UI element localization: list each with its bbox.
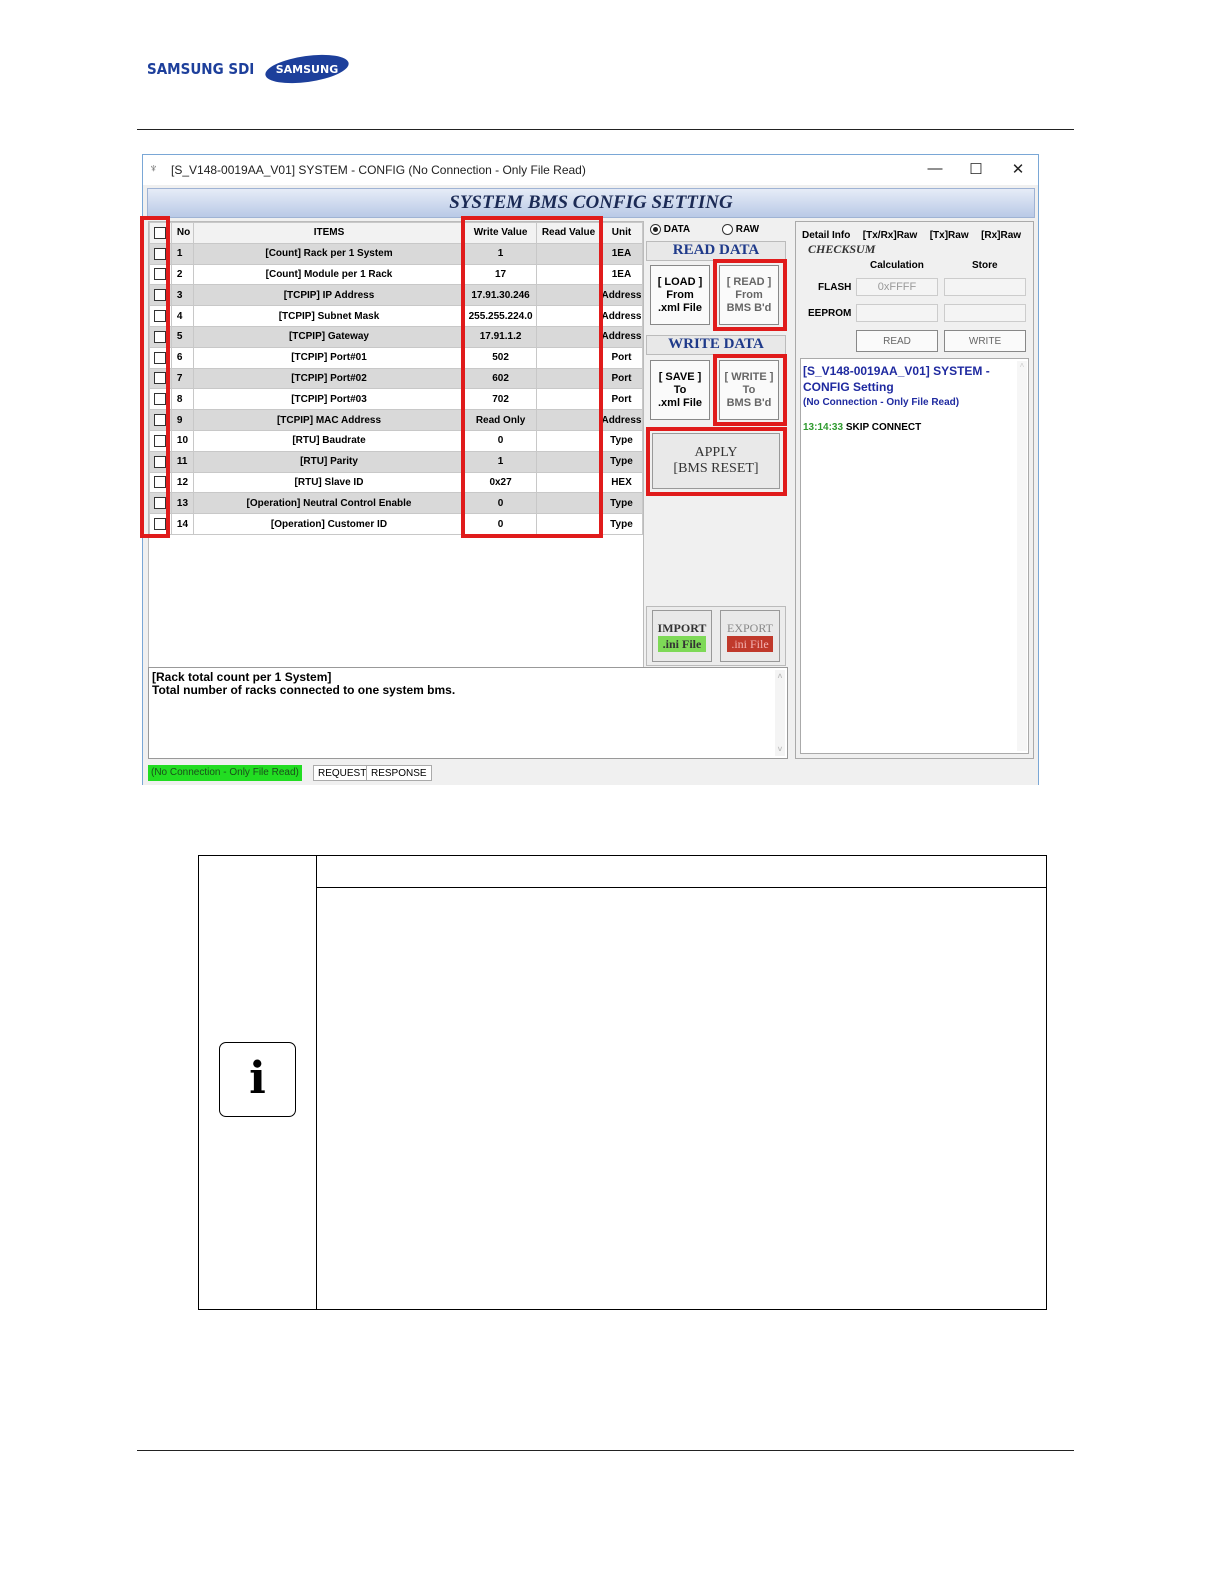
row-unit: Type [600,493,642,514]
apply-highlight [646,427,787,496]
row-item: [TCPIP] Subnet Mask [193,306,464,327]
connection-status: (No Connection - Only File Read) [148,765,302,781]
samsung-sdi-logo: SAMSUNG SDI [147,60,255,78]
row-unit: Address [600,306,642,327]
description-title: [Rack total count per 1 System] [152,670,332,684]
log-entry [803,422,921,433]
write-btn-line3: BMS B'd [726,396,772,409]
flash-store-field [944,278,1026,296]
eeprom-calc-field [856,304,938,322]
log-title [803,363,1013,395]
apply-btn-line2: [BMS RESET] [673,461,759,476]
row-no: 11 [171,451,193,472]
row-item: [Operation] Neutral Control Enable [193,493,464,514]
load-btn-line1: [ LOAD ] [657,275,703,288]
read-btn-line1: [ READ ] [726,275,772,288]
row-write-value[interactable]: 17.91.30.246 [465,285,537,306]
row-item: [TCPIP] MAC Address [193,410,464,431]
header-unit: Unit [600,223,642,244]
row-write-value[interactable]: 0 [465,430,537,451]
header-rule [137,129,1074,130]
detail-panel [795,221,1034,759]
samsung-logo [264,54,350,84]
write-btn-line2: To [742,383,756,396]
radio-raw-label: RAW [735,224,760,236]
row-write-value[interactable]: 0x27 [465,472,537,493]
radio-data[interactable] [650,224,690,235]
log-message: SKIP CONNECT [845,422,922,433]
row-unit: Address [600,326,642,347]
detail-tabs [802,225,1030,243]
load-btn-line2: From [666,288,694,301]
read-btn-line2: From [735,288,763,301]
write-btn-line1: [ WRITE ] [724,370,774,383]
footer-rule [137,1450,1074,1451]
row-unit: Type [600,514,642,535]
row-write-value[interactable]: 702 [465,389,537,410]
row-no: 4 [171,306,193,327]
header-write: Write Value [465,223,537,244]
checkbox-column-highlight [140,216,170,538]
row-item: [TCPIP] Port#01 [193,347,464,368]
svg-text:SAMSUNG: SAMSUNG [275,63,339,76]
config-window [142,154,1039,785]
row-no: 7 [171,368,193,389]
row-unit: Address [600,410,642,431]
row-no: 2 [171,264,193,285]
row-no: 9 [171,410,193,431]
read-data-title: READ DATA [646,241,786,261]
export-btn-line1: EXPORT [727,621,773,635]
row-item: [RTU] Parity [193,451,464,472]
import-btn-line2: .ini File [658,636,707,652]
save-btn-line1: [ SAVE ] [658,370,702,383]
info-header-divider [317,887,1046,888]
info-icon: i [219,1042,296,1117]
title-bar [143,155,1038,185]
row-write-value[interactable]: 255.255.224.0 [465,306,537,327]
info-column-divider [316,856,317,1309]
load-btn-line3: .xml File [657,301,702,314]
row-item: [RTU] Baudrate [193,430,464,451]
row-unit: Port [600,368,642,389]
row-no: 13 [171,493,193,514]
tab-rx-raw[interactable]: [Rx]Raw [981,230,1022,241]
row-unit: Port [600,347,642,368]
log-subtitle: (No Connection - Only File Read) [803,397,960,408]
read-bms-highlight [713,259,787,331]
row-no: 12 [171,472,193,493]
checksum-col-store: Store [972,260,998,271]
row-no: 6 [171,347,193,368]
row-item: [TCPIP] Port#03 [193,389,464,410]
scroll-down-icon[interactable]: ˅ [777,745,783,754]
radio-raw[interactable] [722,224,759,235]
log-title-line2: CONFIG Setting [803,380,894,394]
flash-calc-field: 0xFFFF [856,278,938,296]
export-ini-button[interactable] [720,610,780,662]
row-unit: Type [600,430,642,451]
export-btn-line2: .ini File [727,636,773,652]
log-title-line1: [S_V148-0019AA_V01] SYSTEM - [803,364,990,378]
row-no: 10 [171,430,193,451]
eeprom-store-field [944,304,1026,322]
radio-data-icon[interactable] [650,224,661,235]
write-bms-highlight [713,354,787,426]
item-description [148,667,788,759]
row-write-value[interactable]: 17 [465,264,537,285]
log-scrollbar[interactable]: ˄ [1017,361,1027,751]
row-unit: 1EA [600,264,642,285]
banner-title: SYSTEM BMS CONFIG SETTING [449,192,733,213]
description-body: Total number of racks connected to one system bms. [152,683,456,697]
radio-raw-icon[interactable] [722,224,733,235]
read-btn-line3: BMS B'd [726,301,772,314]
import-ini-button[interactable] [652,610,712,662]
row-write-value[interactable]: 1 [465,451,537,472]
header-items: ITEMS [193,223,464,244]
log-time: 13:14:33 [803,422,844,433]
row-no: 14 [171,514,193,535]
row-no: 1 [171,243,193,264]
row-write-value[interactable]: 602 [465,368,537,389]
row-item: [TCPIP] Port#02 [193,368,464,389]
checksum-read-button[interactable]: READ [856,330,938,352]
eeprom-label: EEPROM [808,308,852,319]
row-no: 5 [171,326,193,347]
row-write-value[interactable]: 1 [465,243,537,264]
tab-tx-raw[interactable]: [Tx]Raw [929,230,969,241]
close-icon[interactable]: ✕ [1011,161,1025,178]
row-item: [TCPIP] Gateway [193,326,464,347]
save-btn-line3: .xml File [657,396,703,409]
write-data-title: WRITE DATA [646,335,786,355]
row-item: [TCPIP] IP Address [193,285,464,306]
row-no: 8 [171,389,193,410]
info-note-table [198,855,1047,1310]
radio-data-label: DATA [663,224,691,236]
maximize-icon[interactable]: ☐ [969,161,983,178]
row-unit: Port [600,389,642,410]
value-columns-highlight [461,216,603,538]
response-indicator: RESPONSE [366,765,432,781]
checksum-write-button[interactable]: WRITE [944,330,1026,352]
save-xml-button[interactable] [650,360,710,420]
description-scrollbar[interactable] [775,670,785,756]
app-icon: ♆ [149,161,158,175]
row-unit: 1EA [600,243,642,264]
status-bar [143,763,1038,785]
checksum-col-calc: Calculation [870,260,924,271]
row-unit: Address [600,285,642,306]
action-panel [646,221,788,665]
tab-detail-info[interactable]: Detail Info [802,230,851,241]
banner [147,188,1035,218]
row-unit: HEX [600,472,642,493]
scroll-up-icon[interactable]: ˄ [777,672,783,681]
row-write-value[interactable]: 502 [465,347,537,368]
window-title: [S_V148-0019AA_V01] SYSTEM - CONFIG (No Connection - Only File Read) [171,163,586,177]
row-write-value[interactable]: Read Only [465,410,537,431]
flash-label: FLASH [818,282,852,293]
row-item: [Operation] Customer ID [193,514,464,535]
row-unit: Type [600,451,642,472]
row-write-value[interactable]: 0 [465,493,537,514]
tab-txrx-raw[interactable]: [Tx/Rx]Raw [862,230,918,241]
save-btn-line2: To [673,383,687,396]
apply-btn-line1: APPLY [694,445,738,460]
row-write-value[interactable]: 0 [465,514,537,535]
row-no: 3 [171,285,193,306]
header-no: No [171,223,193,244]
row-write-value[interactable]: 17.91.1.2 [465,326,537,347]
import-btn-line1: IMPORT [657,621,707,635]
request-indicator: REQUEST [313,765,371,781]
row-item: [RTU] Slave ID [193,472,464,493]
log-box [800,358,1029,754]
header-read: Read Value [537,223,601,244]
checksum-title: CHECKSUM [808,242,876,256]
row-item: [Count] Rack per 1 System [193,243,464,264]
minimize-icon[interactable]: — [927,160,943,177]
row-item: [Count] Module per 1 Rack [193,264,464,285]
load-xml-button[interactable] [650,265,710,325]
